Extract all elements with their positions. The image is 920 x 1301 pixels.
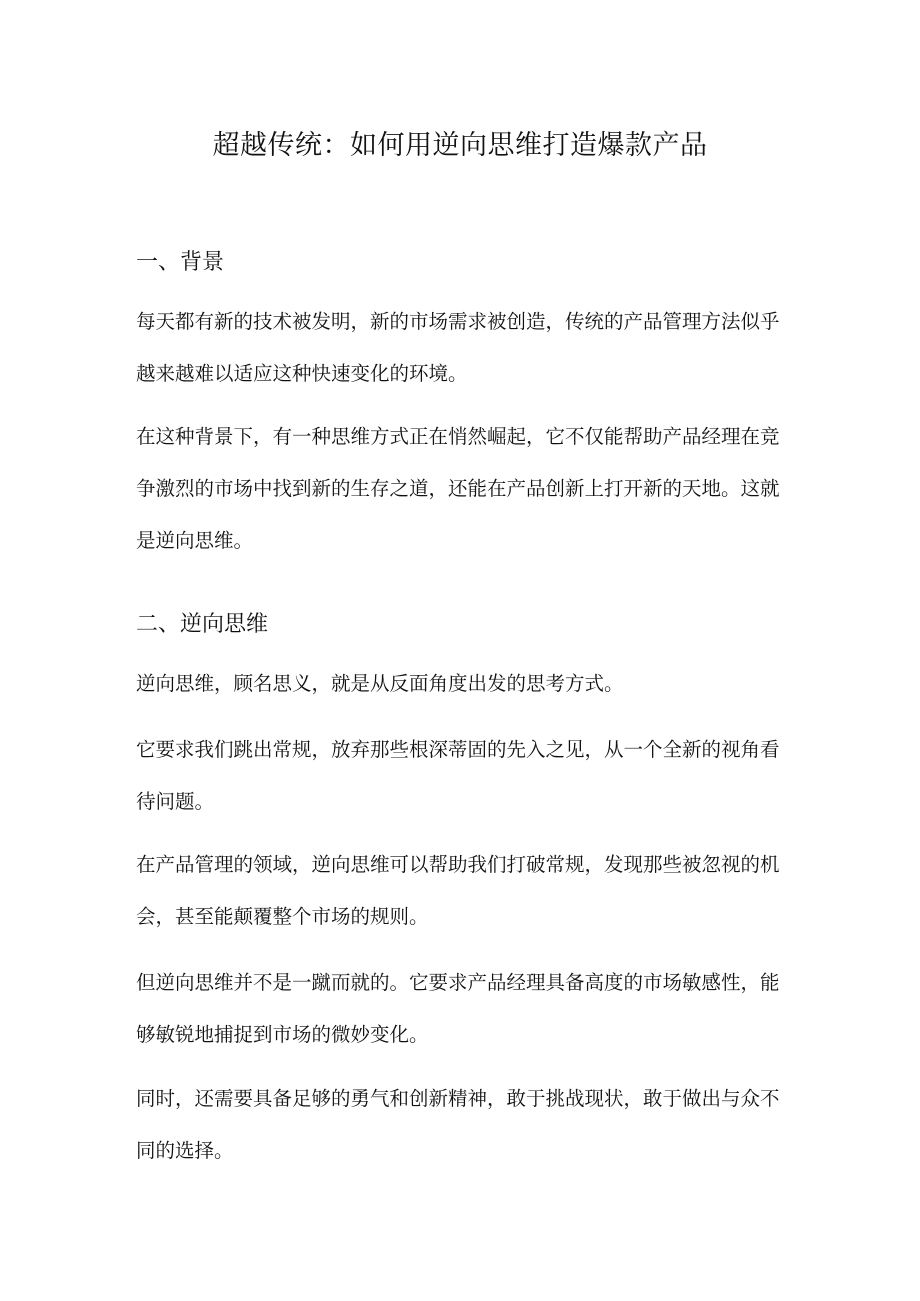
paragraph: 逆向思维，顾名思义，就是从反面角度出发的思考方式。 [136,672,624,695]
paragraph: 同时，还需要具备足够的勇气和创新精神，敢于挑战现状，敢于做出与众不同的选择。 [136,1087,780,1162]
paragraph: 每天都有新的技术被发明，新的市场需求被创造，传统的产品管理方法似乎越来越难以适应这种快速变化的环境。 [136,310,780,385]
paragraph: 它要求我们跳出常规，放弃那些根深蒂固的先入之见，从一个全新的视角看待问题。 [136,738,780,813]
paragraph: 在这种背景下，有一种思维方式正在悄然崛起，它不仅能帮助产品经理在竞争激烈的市场中找到新的生存之道，还能在产品创新上打开新的天地。这就是逆向思维。 [136,425,780,552]
section-heading-background: 一、背景 [136,250,225,275]
paragraph: 在产品管理的领域，逆向思维可以帮助我们打破常规，发现那些被忽视的机会，甚至能颠覆整个市场的规则。 [136,853,780,928]
document-title: 超越传统：如何用逆向思维打造爆款产品 [212,130,708,161]
paragraph: 但逆向思维并不是一蹴而就的。它要求产品经理具备高度的市场敏感性，能够敏锐地捕捉到市场的微妙变化。 [136,971,780,1046]
section-heading-reverse-thinking: 二、逆向思维 [136,612,269,637]
